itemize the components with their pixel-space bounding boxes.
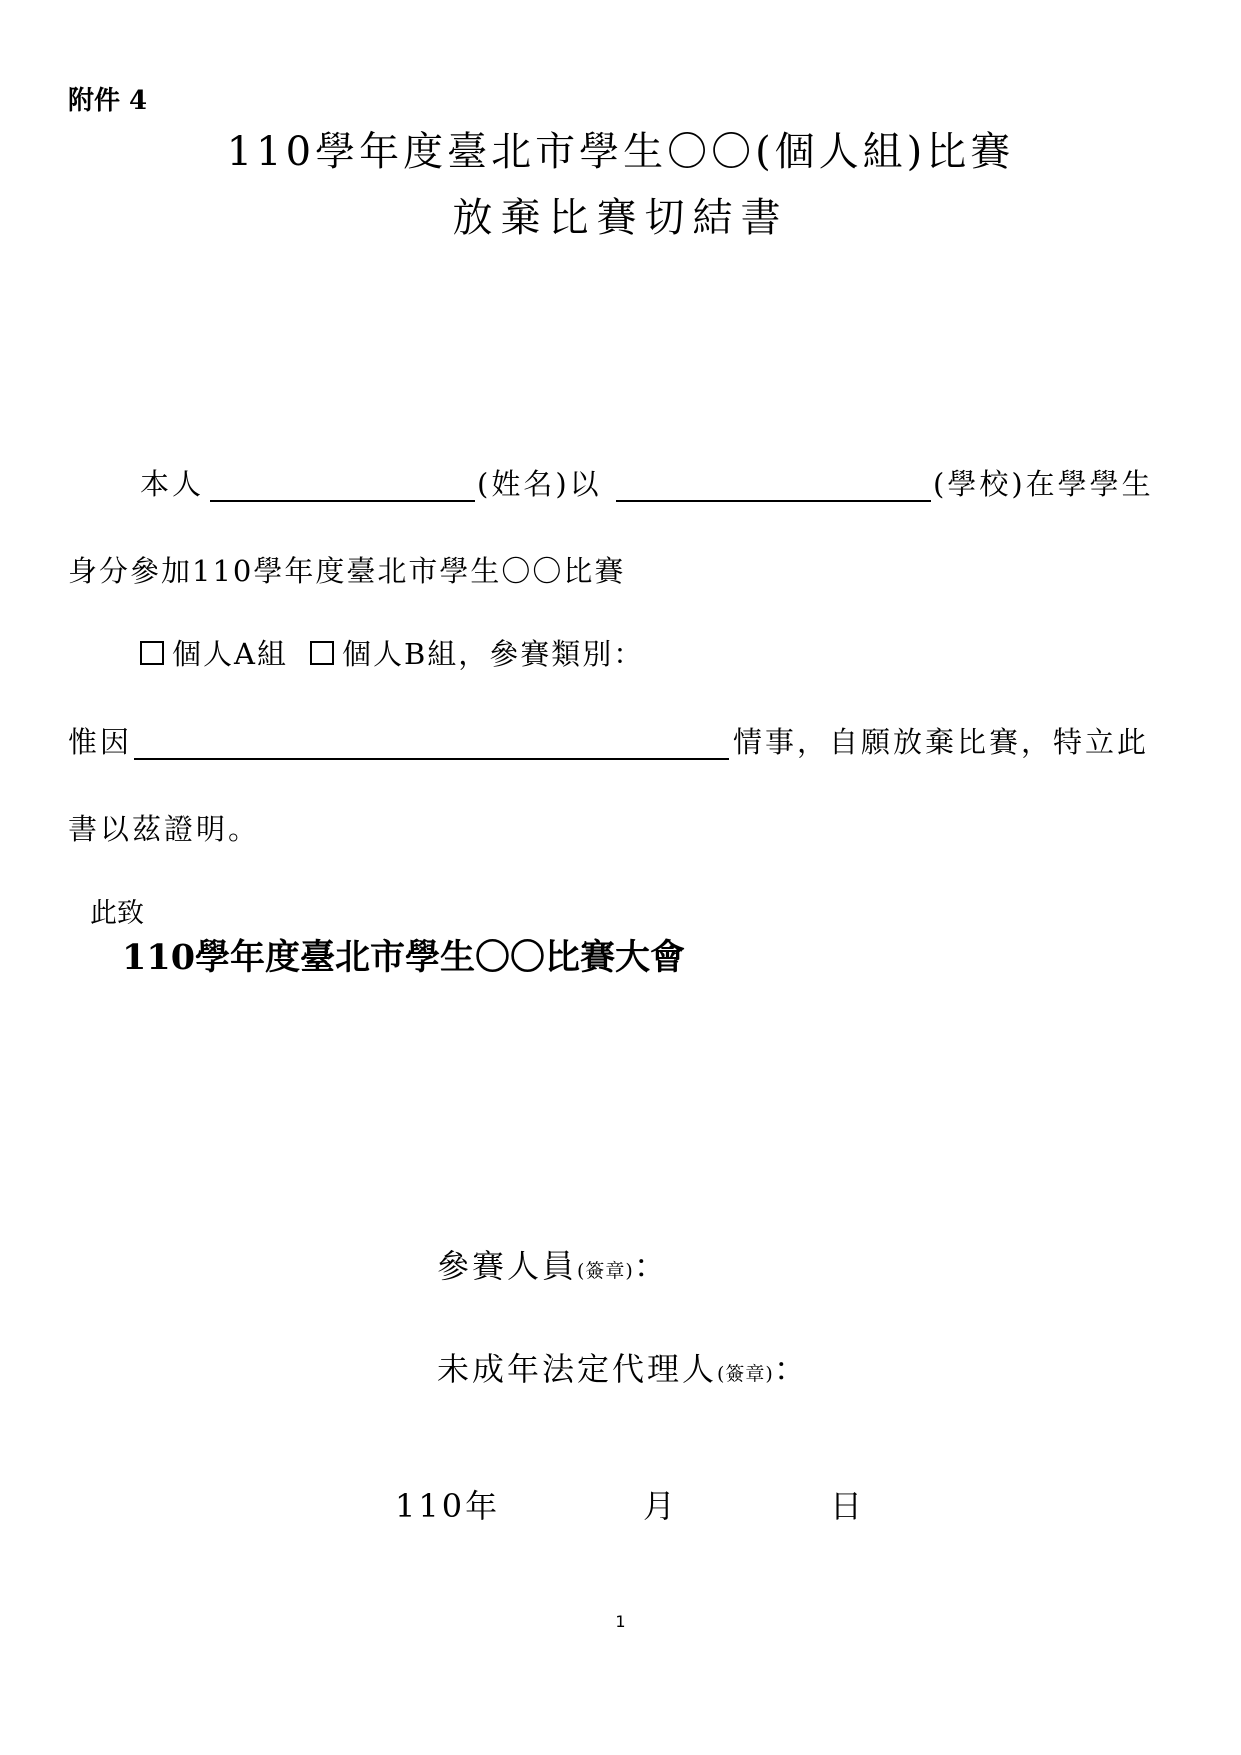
guardian-label: 未成年法定代理人 <box>437 1350 718 1388</box>
option-a-checkbox[interactable] <box>140 641 164 665</box>
date-day: 日 <box>830 1487 866 1525</box>
attachment-label: 附件 4 <box>68 86 148 116</box>
reason-blank <box>134 758 729 760</box>
line5-text: 書以茲證明。 <box>68 812 261 846</box>
option-a-label: 個人A組 <box>172 637 288 671</box>
participant-label: 參賽人員 <box>437 1247 578 1285</box>
page-number: 1 <box>615 1612 626 1631</box>
line1-name-suffix: (姓名)以 <box>477 467 602 501</box>
date-year: 110年 <box>395 1487 501 1525</box>
participant-seal-note: (簽章) <box>577 1260 634 1282</box>
guardian-seal-note: (簽章) <box>717 1363 774 1385</box>
line2-text: 身分參加110學年度臺北市學生〇〇比賽 <box>68 554 626 588</box>
line1-prefix: 本人 <box>140 467 205 501</box>
salutation: 此致 <box>90 898 144 929</box>
recipient: 110學年度臺北市學生〇〇比賽大會 <box>122 937 686 978</box>
document-subtitle: 放棄比賽切結書 <box>452 195 789 241</box>
document-title: 110學年度臺北市學生〇〇(個人組)比賽 <box>226 129 1015 175</box>
guardian-signature-line <box>437 1350 809 1388</box>
school-blank <box>616 500 931 502</box>
line4-suffix: 情事，自願放棄比賽，特立此 <box>733 725 1150 759</box>
participant-colon: ： <box>633 1247 669 1285</box>
line4-prefix: 惟因 <box>68 725 133 759</box>
option-b-label: 個人B組，參賽類別： <box>342 637 645 671</box>
option-b-checkbox[interactable] <box>310 641 334 665</box>
guardian-colon: ： <box>773 1350 809 1388</box>
participant-signature-line <box>437 1247 669 1285</box>
name-blank <box>210 500 475 502</box>
date-month: 月 <box>643 1487 679 1525</box>
line1-school-suffix: (學校)在學學生 <box>933 467 1154 501</box>
